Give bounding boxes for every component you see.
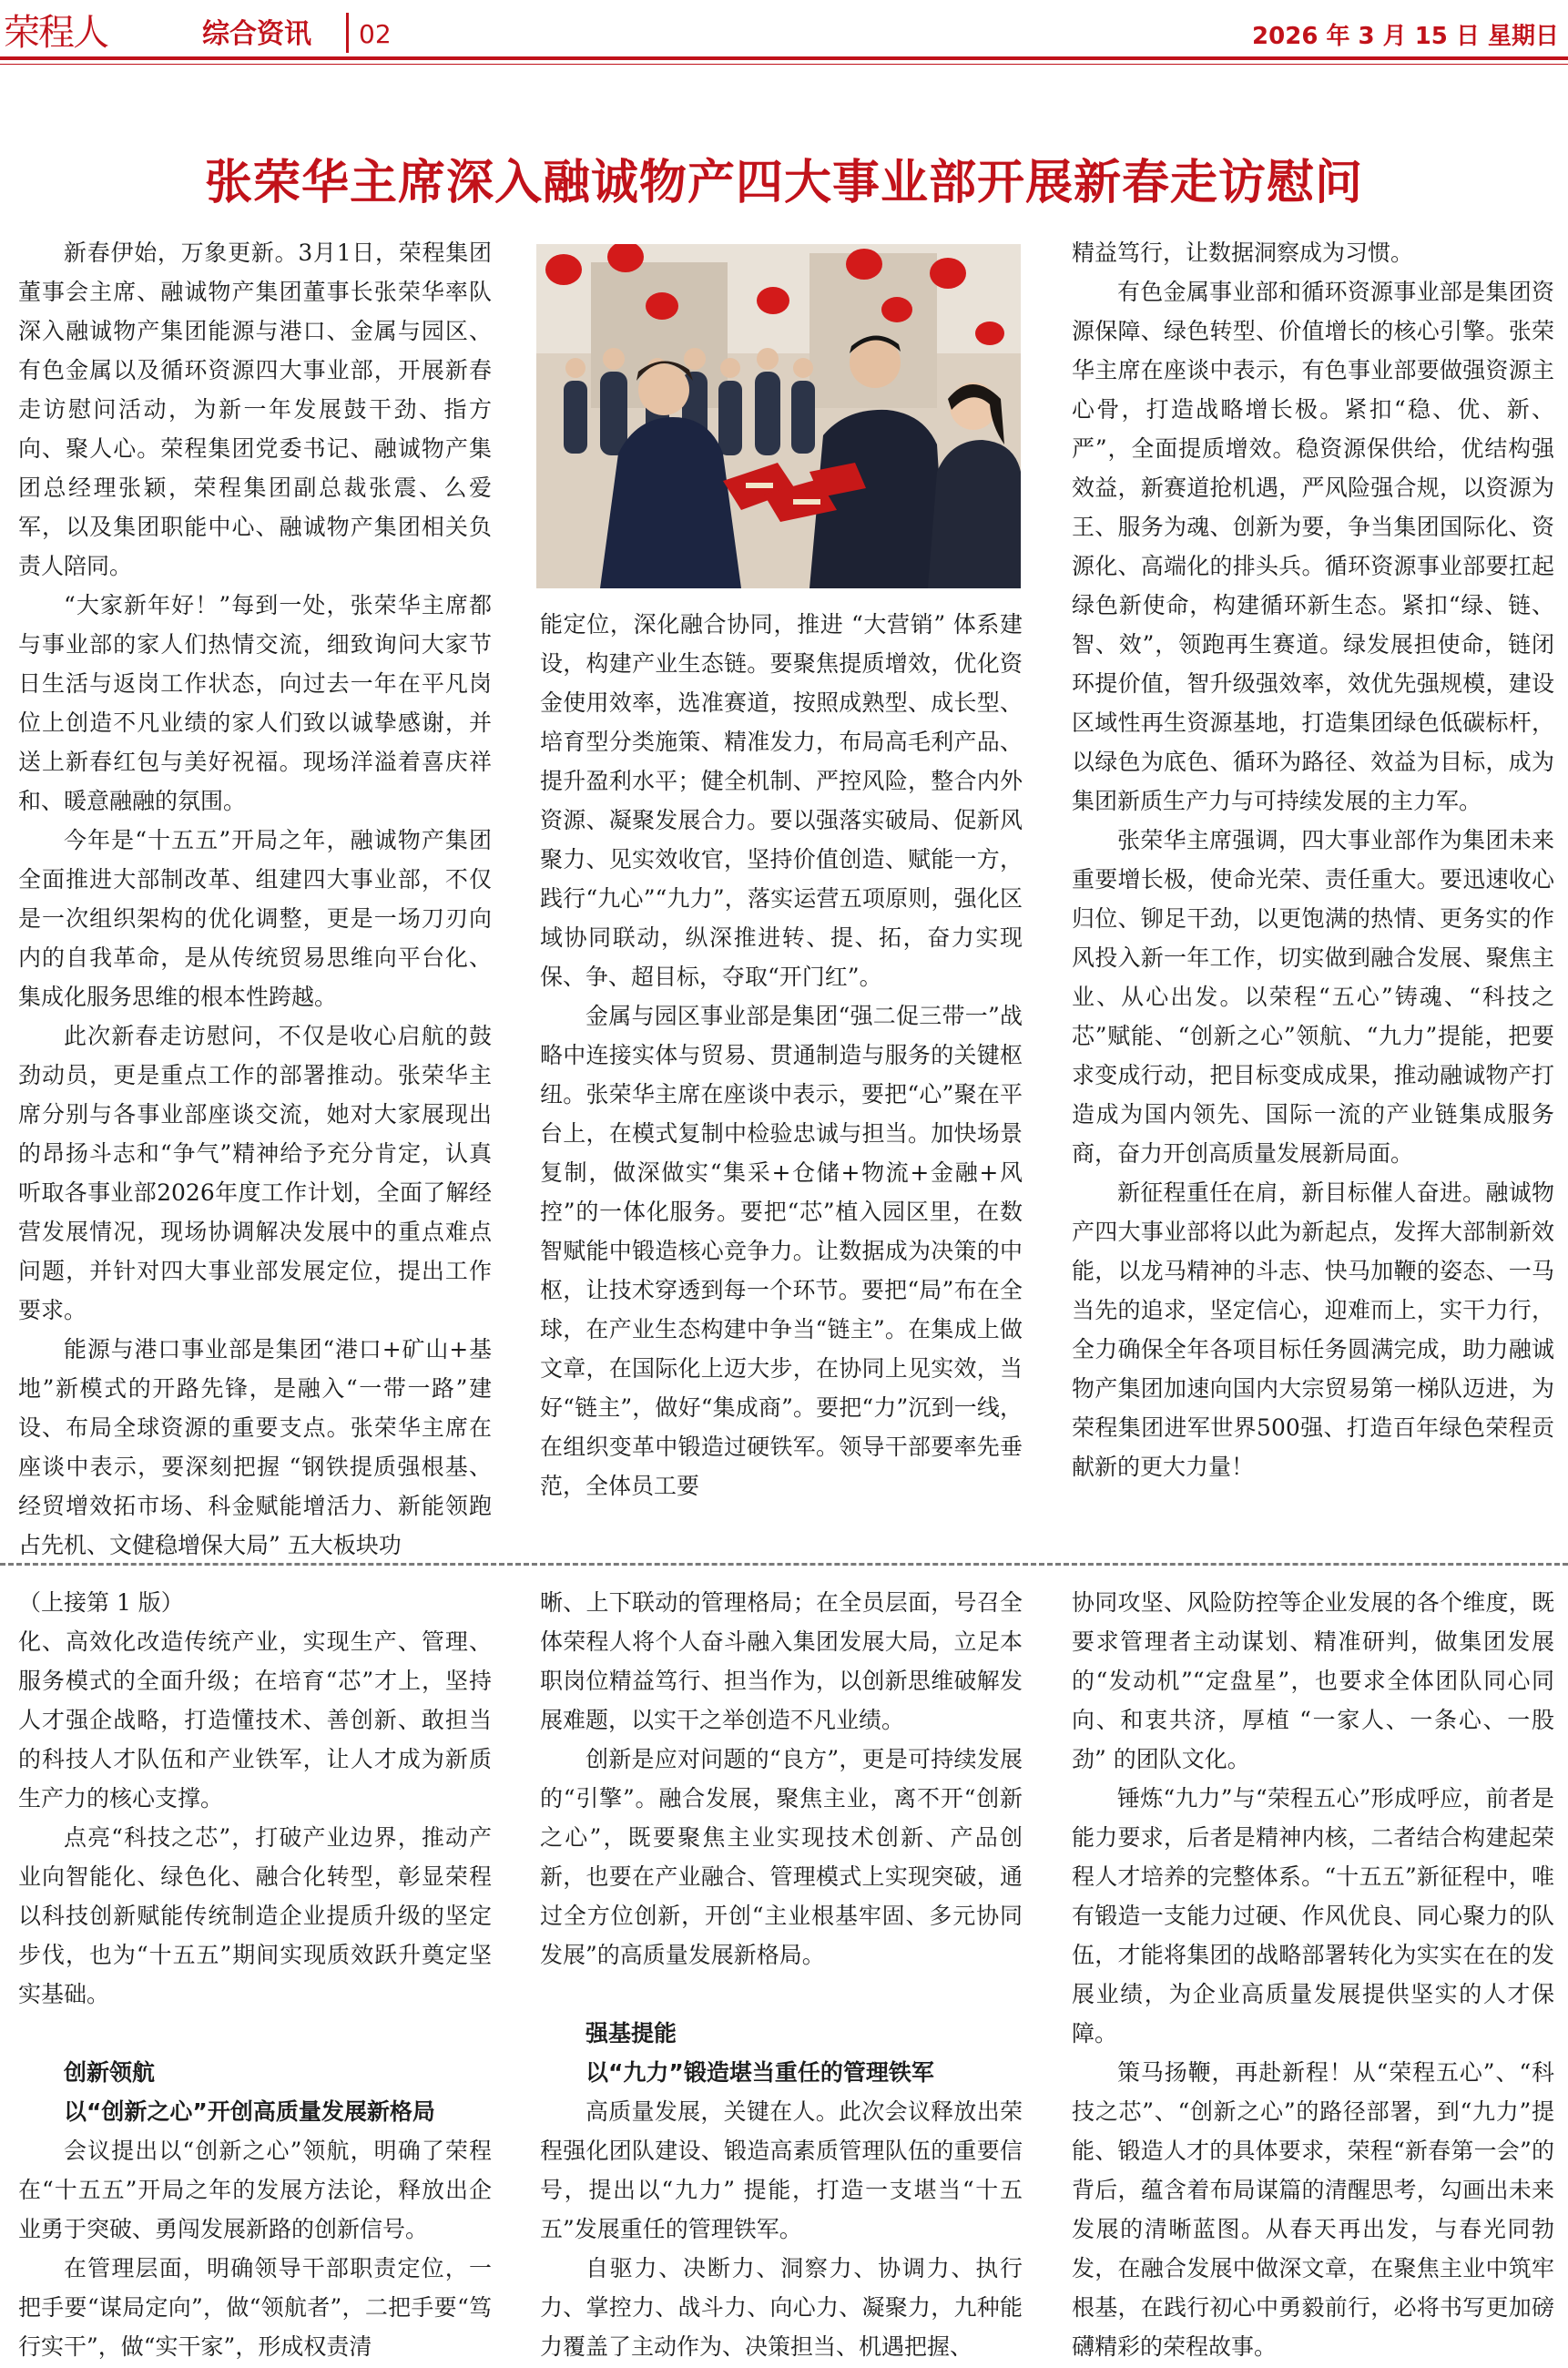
paragraph: 新征程重任在肩，新目标催人奋进。融诚物产四大事业部将以此为新起点，发挥大部制新效能，以龙马精神的斗志、快马加鞭的姿态、一马当先的追求，坚定信心，迎难而上，实干力行，全力确保全年各项目标任务圆满完成，助力融诚物产集团加速向国内大宗贸易第一梯队迈进，为荣程集团进军世界500强、打造百年绿色荣程贡献新的更大力量！ — [1072, 1179, 1554, 1480]
bottom-column-3 — [1072, 1583, 1554, 2366]
paragraph: 能定位，深化融合协同，推进 “大营销” 体系建设，构建产业生态链。要聚焦提质增效，优化资金使用效率，选准赛道，按照成熟型、成长型、培育型分类施策、精准发力，布局高毛利产品、提升盈利水平；健全机制、严控风险，整合内外资源、凝聚发展合力。要以强落实破局、促新风聚力、见实效收官，坚持价值创造、赋能一方，践行“九心”“九力”，落实运营五项原则，强化区域协同联动，纵深推进转、提、拓，奋力实现保、争、超目标，夺取“开门红”。 — [540, 611, 1023, 990]
paragraph: 高质量发展，关键在人。此次会议释放出荣程强化团队建设、锻造高素质管理队伍的重要信号，提出以“九力” 提能，打造一支堪当“十五五”发展重任的管理铁军。 — [540, 2098, 1023, 2242]
paragraph: 创新是应对问题的“良方”，更是可持续发展的“引擎”。融合发展，聚焦主业，离不开“创新之心”，既要聚焦主业实现技术创新、产品创新，也要在产业融合、管理模式上实现突破，通过全方位创新，开创“主业根基牢固、多元协同发展”的高质量发展新格局。 — [540, 1746, 1023, 1968]
paragraph: 锤炼“九力”与“荣程五心”形成呼应，前者是能力要求，后者是精神内核，二者结合构建起荣程人才培养的完整体系。“十五五”新征程中，唯有锻造一支能力过硬、作风优良、同心聚力的队伍，才能将集团的战略部署转化为实实在在的发展业绩，为企业高质量发展提供坚实的人才保障。 — [1072, 1785, 1554, 2046]
paragraph: 今年是“十五五”开局之年，融诚物产集团全面推进大部制改革、组建四大事业部，不仅是一次组织架构的优化调整，更是一场刀刃向内的自我革命，是从传统贸易思维向平台化、集成化服务思维的根本性跨越。 — [18, 827, 492, 1010]
paragraph: 自驱力、决断力、洞察力、协调力、执行力、掌控力、战斗力、向心力、凝聚力，九种能力覆盖了主动作为、决策担当、机遇把握、 — [540, 2255, 1023, 2360]
continued-note: （上接第 1 版） — [18, 1589, 184, 1616]
publication-logo: 荣程人 — [4, 12, 107, 54]
photo-icon — [536, 244, 1021, 588]
paragraph: 能源与港口事业部是集团“港口+矿山+基地”新模式的开路先锋，是融入“一带一路”建设、布局全球资源的重要支点。张荣华主席在座谈中表示，要深刻把握 “钢铁提质强根基、经贸增效拓市场、科金赋能增活力、新能领跑占先机、文健稳增保大局” 五大板块功 — [18, 1336, 492, 1558]
section-title: 创新领航 — [64, 2059, 156, 2086]
section-subtitle: 以“创新之心”开创高质量发展新格局 — [64, 2098, 435, 2125]
masthead-rule-thin — [0, 64, 1568, 65]
bottom-column-2 — [540, 1583, 1023, 2366]
section-title: 强基提能 — [585, 2020, 677, 2046]
paragraph: 策马扬鞭，再赴新程！从“荣程五心”、“科技之芯”、“创新之心”的路径部署，到“九力”提能、锻造人才的具体要求，荣程“新春第一会”的背后，蕴含着布局谋篇的清醒思考，勾画出未来发展的清晰蓝图。从春天再出发，与春光同勃发，在融合发展中做深文章，在聚焦主业中筑牢根基，在践行初心中勇毅前行，必将书写更加磅礴精彩的荣程故事。 — [1072, 2059, 1554, 2360]
paragraph: 精益笃行，让数据洞察成为习惯。 — [1072, 240, 1414, 266]
page-number: 02 — [359, 19, 392, 49]
article-headline: 张荣华主席深入融诚物产四大事业部开展新春走访慰问 — [204, 156, 1363, 210]
section-name: 综合资讯 — [202, 18, 311, 50]
paragraph: 张荣华主席强调，四大事业部作为集团未来重要增长极，使命光荣、责任重大。要迅速收心归位、铆足干劲，以更饱满的热情、更务实的作风投入新一年工作，切实做到融合发展、聚焦主业、从心出发。以荣程“五心”铸魂、“科技之芯”赋能、“创新之心”领航、“九力”提能，把要求变成行动，把目标变成成果，推动融诚物产打造成为国内领先、国际一流的产业链集成服务商，奋力开创高质量发展新局面。 — [1072, 827, 1554, 1167]
paragraph: 会议提出以“创新之心”领航，明确了荣程在“十五五”开局之年的发展方法论，释放出企业勇于突破、勇闯发展新路的创新信号。 — [18, 2138, 492, 2242]
masthead — [0, 0, 1568, 56]
paragraph: 在管理层面，明确领导干部职责定位，一把手要“谋局定向”，做“领航者”，二把手要“笃行实干”，做“实干家”，形成权责清 — [18, 2255, 492, 2360]
masthead-divider — [346, 13, 349, 53]
paragraph: 此次新春走访慰问，不仅是收心启航的鼓劲动员，更是重点工作的部署推动。张荣华主席分别与各事业部座谈交流，她对大家展现出的昂扬斗志和“争气”精神给予充分肯定，认真听取各事业部2026年度工作计划，全面了解经营发展情况，现场协调解决发展中的重点难点问题，并针对四大事业部发展定位，提出工作要求。 — [18, 1023, 492, 1323]
spacer — [18, 2014, 492, 2053]
article-column-3 — [1072, 233, 1554, 1486]
paragraph: 金属与园区事业部是集团“强二促三带一”战略中连接实体与贸易、贯通制造与服务的关键枢纽。张荣华主席在座谈中表示，要把“心”聚在平台上，在模式复制中检验忠诚与担当。加快场景复制，做深做实“集采+仓储+物流+金融+风控”的一体化服务。要把“芯”植入园区里，在数智赋能中锻造核心竞争力。让数据成为决策的中枢，让技术穿透到每一个环节。要把“局”布在全球，在产业生态构建中争当“链主”。在集成上做文章，在国际化上迈大步，在协同上见实效，当好“链主”，做好“集成商”。要把“力”沉到一线，在组织变革中锻造过硬铁军。领导干部要率先垂范，全体员工要 — [540, 1003, 1023, 1499]
paragraph: 新春伊始，万象更新。3月1日，荣程集团董事会主席、融诚物产集团董事长张荣华率队深入融诚物产集团能源与港口、金属与园区、有色金属以及循环资源四大事业部，开展新春走访慰问活动，为新一年发展鼓干劲、指方向、聚人心。荣程集团党委书记、融诚物产集团总经理张颖，荣程集团副总裁张震、么爱军，以及集团职能中心、融诚物产集团相关负责人陪同。 — [18, 240, 492, 579]
article-column-1 — [18, 233, 492, 1565]
paragraph: “大家新年好！”每到一处，张荣华主席都与事业部的家人们热情交流，细致询问大家节日生活与返岗工作状态，向过去一年在平凡岗位上创造不凡业绩的家人们致以诚挚感谢，并送上新春红包与美好祝福。现场洋溢着喜庆祥和、暖意融融的氛围。 — [18, 592, 492, 814]
bottom-column-1 — [18, 1583, 492, 2366]
spacer — [540, 1975, 1023, 2014]
article-column-2 — [540, 605, 1023, 1506]
paragraph: 晰、上下联动的管理格局；在全员层面，号召全体荣程人将个人奋斗融入集团发展大局，立足本职岗位精益笃行、担当作为，以创新思维破解发展难题，以实干之举创造不凡业绩。 — [540, 1589, 1023, 1733]
paragraph: 协同攻坚、风险防控等企业发展的各个维度，既要求管理者主动谋划、精准研判，做集团发展的“发动机”“定盘星”，也要求全体团队同心同向、和衷共济，厚植 “一家人、一条心、一股劲” 的团队文化。 — [1072, 1589, 1554, 1772]
paragraph: 有色金属事业部和循环资源事业部是集团资源保障、绿色转型、价值增长的核心引擎。张荣华主席在座谈中表示，有色事业部要做强资源主心骨，打造战略增长极。紧扣“稳、优、新、严”，全面提质增效。稳资源保供给，优结构强效益，新赛道抢机遇，严风险强合规，以资源为王、服务为魂、创新为要，争当集团国际化、资源化、高端化的排头兵。循环资源事业部要扛起绿色新使命，构建循环新生态。紧扣“绿、链、智、效”，领跑再生赛道。绿发展担使命，链闭环提价值，智升级强效率，效优先强规模，建设区域性再生资源基地，打造集团绿色低碳标杆，以绿色为底色、循环为路径、效益为目标，成为集团新质生产力与可持续发展的主力军。 — [1072, 279, 1554, 814]
paragraph: 化、高效化改造传统产业，实现生产、管理、服务模式的全面升级；在培育“芯”才上，坚持人才强企战略，打造懂技术、善创新、敢担当的科技人才队伍和产业铁军，让人才成为新质生产力的核心支撑。 — [18, 1628, 492, 1812]
section-divider — [0, 1563, 1568, 1566]
event-photo — [536, 244, 1021, 588]
issue-date: 2026 年 3 月 15 日 星期日 — [1252, 23, 1559, 50]
section-subtitle: 以“九力”锻造堪当重任的管理铁军 — [585, 2059, 934, 2086]
masthead-rule-thick — [0, 56, 1568, 60]
paragraph: 点亮“科技之芯”，打破产业边界，推动产业向智能化、绿色化、融合化转型，彰显荣程以科技创新赋能传统制造企业提质升级的坚定步伐，也为“十五五”期间实现质效跃升奠定坚实基础。 — [18, 1824, 492, 2007]
